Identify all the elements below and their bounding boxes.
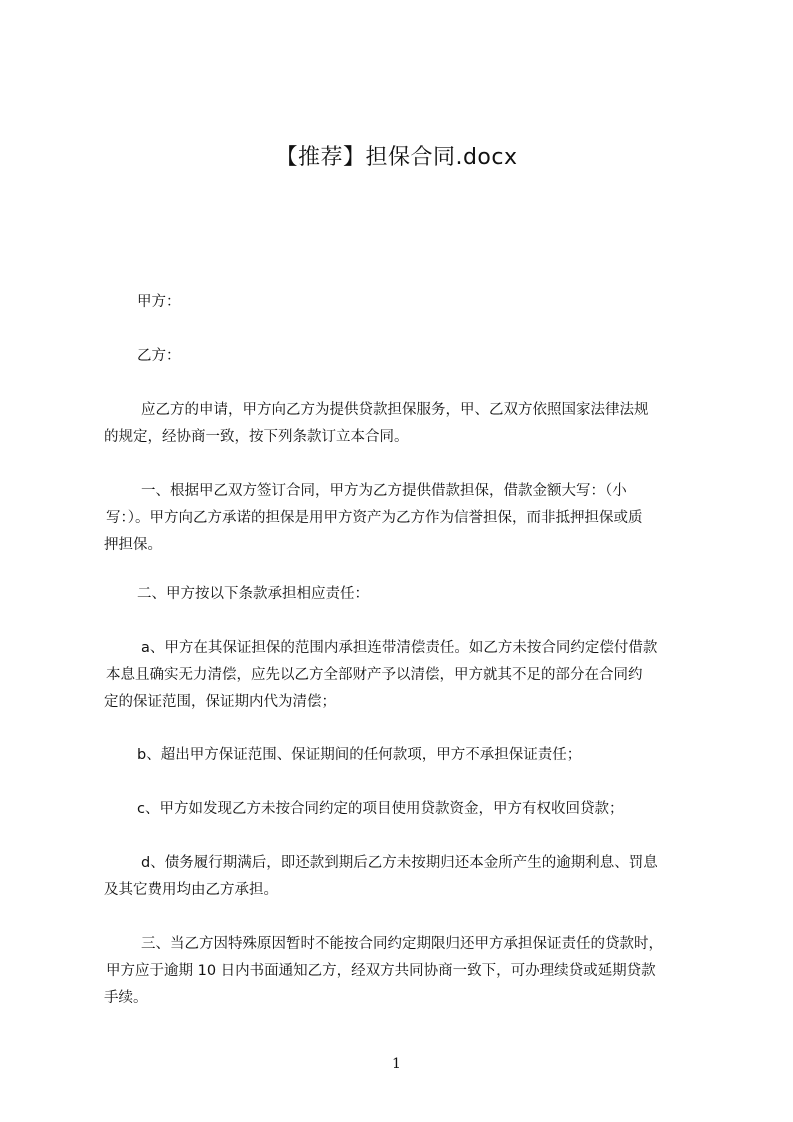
clause-2a-line-1: a、甲方在其保证担保的范围内承担连带清偿责任。如乙方未按合同约定偿付借款 [141,640,658,656]
clause-2a-line-2: 本息且确实无力清偿，应先以乙方全部财产予以清偿，甲方就其不足的部分在合同约 [106,667,643,683]
clause-1-line-1: 一、根据甲乙双方签订合同，甲方为乙方提供借款担保，借款金额大写：（小 [141,483,627,499]
clause-2-heading: 二、甲方按以下条款承担相应责任： [137,586,369,602]
clause-3-line-3: 手续。 [104,990,148,1006]
document-title: 【推荐】担保合同.docx [275,145,518,170]
clause-1-line-3: 押担保。 [104,537,162,553]
intro-line-1: 应乙方的申请，甲方向乙方为提供贷款担保服务，甲、乙双方依照国家法律法规 [141,402,649,418]
party-a-label: 甲方： [137,294,181,310]
clause-2b: b、超出甲方保证范围、保证期间的任何款项，甲方不承担保证责任； [137,747,582,763]
clause-2d-line-2: 及其它费用均由乙方承担。 [104,882,278,898]
clause-3-line-1: 三、当乙方因特殊原因暂时不能按合同约定期限归还甲方承担保证责任的贷款时， [141,936,663,952]
intro-line-2: 的规定，经协商一致，按下列条款订立本合同。 [104,429,409,445]
clause-3-line-2: 甲方应于逾期 10 日内书面通知乙方，经双方共同协商一致下，可办理续贷或延期贷款 [106,963,656,979]
party-b-label: 乙方： [137,348,181,364]
clause-1-line-2: 写：）。甲方向乙方承诺的担保是用甲方资产为乙方作为信誉担保，而非抵押担保或质 [106,510,643,526]
page-number: 1 [392,1056,401,1072]
clause-2d-line-1: d、债务履行期满后，即还款到期后乙方未按期归还本金所产生的逾期利息、罚息 [141,855,658,871]
clause-2a-line-3: 定的保证范围，保证期内代为清偿； [104,694,336,710]
clause-2c: c、甲方如发现乙方未按合同约定的项目使用贷款资金，甲方有权收回贷款； [137,801,624,817]
